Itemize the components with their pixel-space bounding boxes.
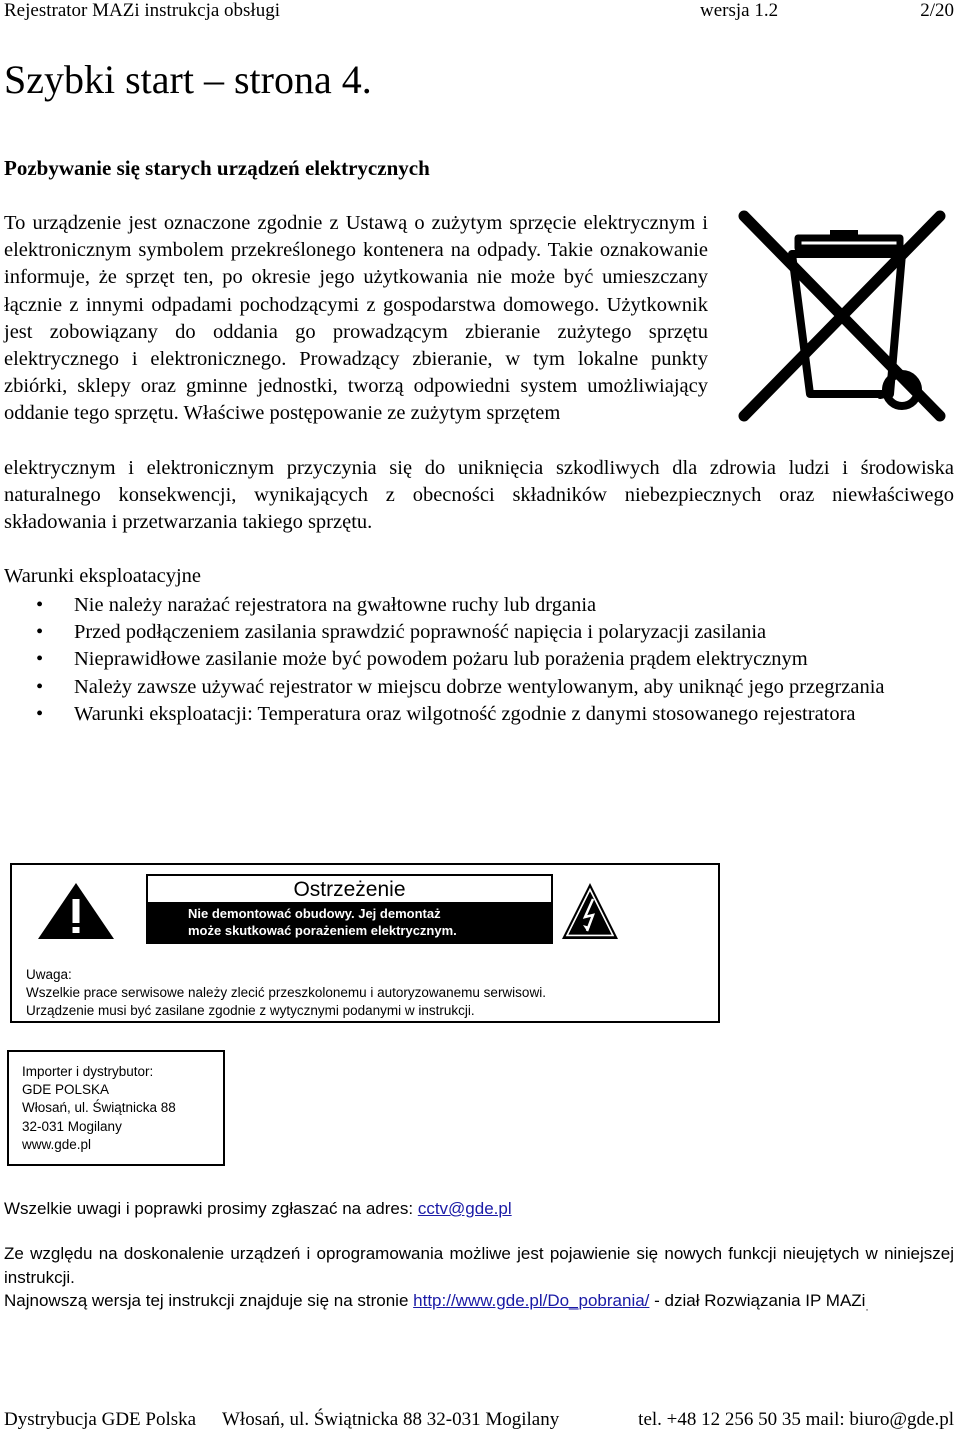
page-title: Szybki start – strona 4. — [4, 57, 372, 102]
warning-banner — [146, 874, 553, 944]
bullet-icon: • — [36, 594, 44, 616]
newest-version-note: Najnowszą wersja tej instrukcji znajduje się na stronie http://www.gde.pl/Do_pobrania/ - dział Rozwiązania IP MAZi$_.$ — [4, 1291, 869, 1314]
importer-street: Włosań, ul. Świątnicka 88 — [22, 1100, 176, 1116]
conditions-heading: Warunki eksploatacyjne — [4, 565, 202, 587]
note-power: Urządzenie musi być zasilane zgodnie z wytycznymi podanymi w instrukcji. — [26, 1003, 475, 1018]
download-link[interactable]: http://www.gde.pl/Do_pobrania/ — [413, 1291, 650, 1310]
disposal-heading: Pozbywanie się starych urządzeń elektrycznych — [4, 156, 430, 180]
document-title: Rejestrator MAZi instrukcja obsługi — [4, 0, 280, 21]
importer-website: www.gde.pl — [22, 1136, 92, 1152]
bullet-icon: • — [36, 675, 44, 698]
conditions-list — [0, 592, 954, 728]
disposal-paragraph-continued: elektrycznym i elektronicznym przyczynia się do uniknięcia szkodliwych dla zdrowia ludzi i środowiska naturalnego konsekwencji, wynikających z obecności składników niebezpiecznych oraz niewłaściwego składowania i przetwarzania takiego sprzętu. — [4, 457, 954, 534]
note-label: Uwaga: — [26, 967, 72, 982]
list-item: • Warunki eksploatacji: Temperatura oraz wilgotność zgodnie z danymi stosowanego rejestratora — [0, 701, 954, 728]
warning-message: Nie demontować obudowy. Jej demontaż może skutkować porażeniem elektrycznym. — [148, 902, 551, 942]
page-footer — [4, 1409, 954, 1433]
bullet-icon: • — [36, 648, 44, 671]
importer-box — [7, 1050, 225, 1166]
page-number: 2/20 — [920, 0, 954, 21]
list-item: • Nie należy narażać rejestratora na gwałtowne ruchy lub drgania — [0, 592, 954, 619]
feedback-line: Wszelkie uwagi i poprawki prosimy zgłaszać na adres: cctv@gde.pl — [4, 1199, 512, 1218]
crossed-out-wheelie-bin-icon — [730, 204, 955, 429]
warning-box — [10, 863, 720, 1023]
importer-company: GDE POLSKA — [22, 1082, 110, 1098]
footer-contact: tel. +48 12 256 50 35 mail: biuro@gde.pl — [638, 1409, 954, 1430]
footer-address: Włosań, ul. Świątnicka 88 32-031 Mogilany — [222, 1409, 560, 1430]
note-service: Wszelkie prace serwisowe należy zlecić przeszkolonemu i autoryzowanemu serwisowi. — [26, 985, 546, 1000]
importer-city: 32-031 Mogilany — [22, 1118, 122, 1134]
list-item: • Nieprawidłowe zasilanie może być powodem pożaru lub porażenia prądem elektrycznym — [0, 646, 954, 673]
list-item: • Przed podłączeniem zasilania sprawdzić poprawność napięcia i polaryzacji zasilania — [0, 619, 954, 646]
lightning-triangle-icon — [560, 881, 620, 941]
document-version: wersja 1.2 — [700, 0, 779, 21]
bullet-icon: • — [36, 621, 44, 644]
bullet-icon: • — [36, 702, 44, 725]
page-header — [4, 0, 954, 24]
importer-label: Importer i dystrybutor: — [22, 1064, 154, 1079]
improvement-note: Ze względu na doskonalenie urządzeń i oprogramowania możliwe jest pojawienie się nowych funkcji nieujętych w niniejszej instrukcji. — [4, 1244, 954, 1287]
email-link[interactable]: cctv@gde.pl — [417, 1199, 512, 1218]
warning-title: Ostrzeżenie — [293, 878, 406, 901]
exclamation-triangle-icon — [36, 881, 116, 941]
list-item: • Należy zawsze używać rejestrator w miejscu dobrze wentylowanym, aby uniknąć jego przegrzania — [0, 674, 954, 701]
disposal-paragraph: To urządzenie jest oznaczone zgodnie z Ustawą o zużytym sprzęcie elektrycznym i elektronicznym symbolem przekreślonego kontenera na odpady. Takie oznakowanie informuje, że sprzęt ten, po okresie jego użytkowania nie może być umieszczany łącznie z innymi odpadami pochodzącymi z gospodarstwa domowego. Użytkownik jest zobowiązany do oddania go prowadzącym zbieranie zużytego sprzętu elektrycznego i elektronicznego. Prowadzący zbieranie, w tym lokalne punkty zbiórki, sklepy oraz gminne jednostki, tworzą odpowiedni system umożliwiający oddanie tego sprzętu. Właściwe postępowanie ze zużytym sprzętem — [4, 212, 708, 425]
warning-notes — [26, 966, 546, 1020]
footer-distribution: Dystrybucja GDE Polska — [4, 1409, 197, 1430]
